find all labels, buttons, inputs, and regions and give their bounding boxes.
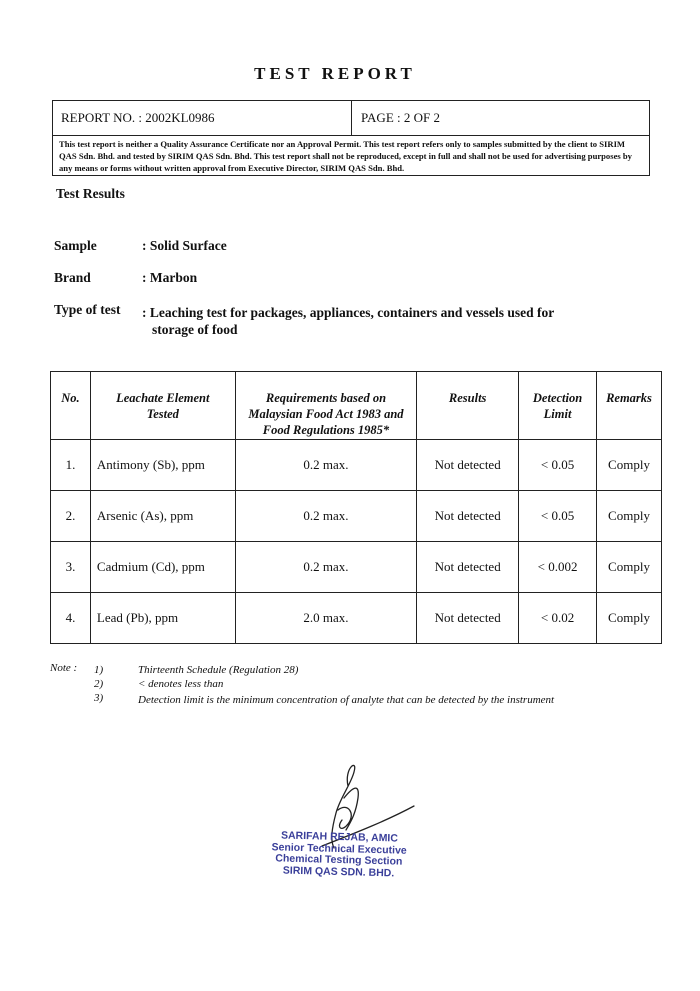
element-cell: Arsenic (As), ppm (90, 491, 235, 542)
column-header: Remarks (597, 372, 662, 440)
element-cell: Cadmium (Cd), ppm (90, 542, 235, 593)
brand-value: : Marbon (142, 270, 198, 285)
requirement-cell: 0.2 max. (235, 491, 417, 542)
result-cell: Not detected (417, 593, 519, 644)
type-of-test-line-2: storage of food (152, 322, 238, 337)
note-number: 1) (94, 664, 104, 676)
column-header: Leachate Element Tested (90, 372, 235, 440)
brand-label: Brand (54, 270, 91, 285)
note-label: Note : (50, 662, 78, 674)
stamp-position: Senior Technical Executive (271, 840, 407, 857)
stamp-company: SIRIM QAS SDN. BHD. (282, 864, 395, 879)
detection-limit-cell: < 0.05 (519, 491, 597, 542)
report-header-row (53, 101, 649, 136)
table-row (51, 542, 662, 593)
stamp-name: SARIFAH REJAB, AMIC (280, 829, 399, 845)
row-number: 1. (51, 440, 91, 491)
table-header-row (51, 372, 662, 440)
report-title: TEST REPORT (254, 64, 416, 83)
signatory-stamp (253, 830, 424, 880)
element-cell: Antimony (Sb), ppm (90, 440, 235, 491)
row-number: 3. (51, 542, 91, 593)
report-header-box (52, 100, 650, 176)
result-cell: Not detected (417, 542, 519, 593)
requirement-cell: 2.0 max. (235, 593, 417, 644)
remark-cell: Comply (597, 593, 662, 644)
type-of-test-line-1: : Leaching test for packages, appliances, containers and vessels used for (142, 305, 555, 320)
report-number: REPORT NO. : 2002KL0986 (61, 110, 215, 125)
results-table (50, 371, 662, 644)
result-cell: Not detected (417, 491, 519, 542)
requirement-cell: 0.2 max. (235, 542, 417, 593)
sample-label: Sample (54, 238, 97, 253)
type-of-test-label: Type of test (54, 302, 121, 317)
disclaimer-text: This test report is neither a Quality Assurance Certificate nor an Approval Permit. This test report refers only to samples submitted by the client to SIRIM QAS Sdn. Bhd. and tested by SIRIM QAS Sdn. Bhd. This test report shall not be reproduced, except in full and shall not be used for advertising purposes by any means or forms without written approval from Executive Director, SIRIM QAS Sdn. Bhd. (59, 139, 632, 173)
row-number: 4. (51, 593, 91, 644)
element-cell: Lead (Pb), ppm (90, 593, 235, 644)
section-title: Test Results (56, 186, 125, 201)
page-indicator: PAGE : 2 OF 2 (361, 110, 440, 125)
result-cell: Not detected (417, 440, 519, 491)
row-number: 2. (51, 491, 91, 542)
column-header: Detection Limit (519, 372, 597, 440)
requirement-cell: 0.2 max. (235, 440, 417, 491)
note-number: 2) (94, 678, 104, 690)
note-number: 3) (94, 692, 104, 704)
column-header: No. (51, 372, 91, 440)
note-text: < denotes less than (138, 678, 224, 690)
column-header: Requirements based on Malaysian Food Act 1983 and Food Regulations 1985* (235, 372, 417, 440)
remark-cell: Comply (597, 542, 662, 593)
table-row (51, 593, 662, 644)
note-text: Detection limit is the minimum concentration of analyte that can be detected by the instrument (138, 694, 555, 706)
remark-cell: Comply (597, 491, 662, 542)
detection-limit-cell: < 0.002 (519, 542, 597, 593)
table-row (51, 440, 662, 491)
header-divider (351, 101, 352, 135)
note-text: Thirteenth Schedule (Regulation 28) (138, 664, 299, 676)
column-header: Results (417, 372, 519, 440)
remark-cell: Comply (597, 440, 662, 491)
type-of-test-value (142, 304, 554, 338)
detection-limit-cell: < 0.05 (519, 440, 597, 491)
stamp-section: Chemical Testing Section (275, 852, 403, 868)
detection-limit-cell: < 0.02 (519, 593, 597, 644)
table-row (51, 491, 662, 542)
sample-value: : Solid Surface (142, 238, 227, 253)
